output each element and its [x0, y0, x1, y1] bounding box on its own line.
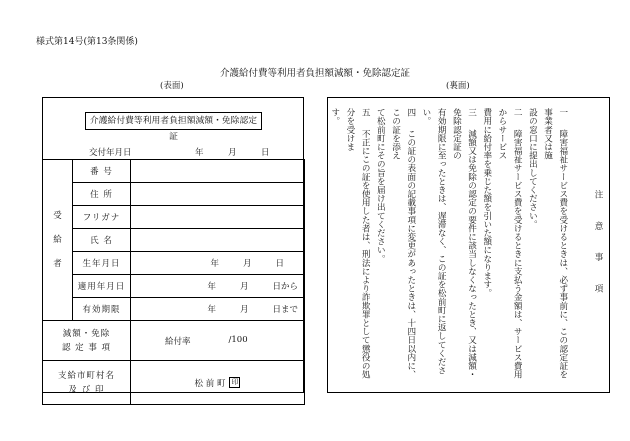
- issue-day-unit: 日: [261, 148, 270, 158]
- start-date-field[interactable]: 年 月 日から: [131, 275, 305, 298]
- table-row: [43, 275, 305, 298]
- form-number: 様式第14号(第13条関係): [36, 37, 138, 47]
- reduction-label: 減額・免除 認 定 事 項: [43, 321, 131, 361]
- number-field[interactable]: [131, 160, 305, 183]
- certificate-title: 介護給付費等利用者負担額減額・免除認定証: [85, 112, 262, 130]
- address-label: 住 所: [73, 183, 131, 206]
- issue-year-unit: 年: [195, 148, 204, 158]
- document-title: 介護給付費等利用者負担額減額・免除認定証: [219, 68, 410, 79]
- table-row: [43, 252, 305, 275]
- expiry-label: 有効期限: [73, 298, 131, 321]
- notes-heading: 注 意 事 項: [593, 190, 603, 303]
- seal-icon: 印: [231, 378, 239, 386]
- notes-text: [327, 98, 609, 388]
- note-continuation: 有効期限に至ったときは、遅滞なく、この証を松前町に返してください。: [420, 108, 447, 375]
- municipality-field: [131, 361, 305, 405]
- certificate-front: [42, 97, 304, 393]
- note-continuation: て松前町にその旨を届け出てください。: [375, 108, 386, 263]
- table-row: [43, 229, 305, 252]
- note-continuation: 設の窓口に提出してください。: [527, 108, 538, 229]
- note-item: 二 障害福祉サービス費を受けるときに支払う金額は、サービス費用からサービス: [496, 108, 523, 379]
- birth-date-label: 生年月日: [73, 252, 131, 275]
- front-side-label: (表面): [160, 81, 184, 91]
- name-label: 氏 名: [73, 229, 131, 252]
- benefit-rate-denominator: /100: [228, 334, 248, 345]
- note-item: 三 減額又は免除の認定の要件に該当しなくなったとき、又は減額・免除認定証の: [451, 108, 477, 379]
- issue-month-unit: 月: [228, 148, 237, 158]
- issue-date-label: 交付年月日: [89, 148, 132, 158]
- recipient-table: [42, 159, 305, 405]
- municipality-name: 松 前 町: [194, 378, 226, 389]
- benefit-rate-field[interactable]: [131, 321, 305, 361]
- expiry-field[interactable]: 年 月 日まで: [131, 298, 305, 321]
- name-field[interactable]: [131, 229, 305, 252]
- table-row: [43, 321, 305, 361]
- benefit-rate-label: 給付率: [165, 336, 191, 347]
- furigana-field[interactable]: [131, 206, 305, 229]
- table-row: [43, 206, 305, 229]
- table-row: [43, 298, 305, 321]
- start-date-label: 適用年月日: [73, 275, 131, 298]
- table-row: [43, 361, 305, 405]
- table-row: [43, 183, 305, 206]
- furigana-label: フリガナ: [73, 206, 131, 229]
- note-continuation: 費用に給付率を乗じた額を引いた額になります。: [481, 108, 492, 298]
- note-item: 五 不正にこの証を使用した者は、刑法により詐欺罪として懲役の処分を受けま: [344, 108, 371, 379]
- municipality-label: 支給市町村名 及 び 印: [43, 361, 131, 405]
- note-item: 四 この証の表面の記載事項に変更があったときは、十四日以内に、この証を添え: [390, 108, 416, 379]
- birth-date-field[interactable]: 年 月 日: [131, 252, 305, 275]
- number-label: 番 号: [73, 160, 131, 183]
- certificate-back: [327, 97, 610, 393]
- issue-date-row: [43, 145, 303, 159]
- back-side-label: (裏面): [446, 81, 470, 91]
- table-row: [43, 160, 305, 183]
- address-field[interactable]: [131, 183, 305, 206]
- recipient-group-label: 受 給 者: [43, 160, 73, 321]
- note-item: 一 障害福祉サービス費を受けるときは、必ず事前に、この認定証を事業者又は施: [542, 108, 568, 379]
- note-continuation: す。: [329, 108, 340, 126]
